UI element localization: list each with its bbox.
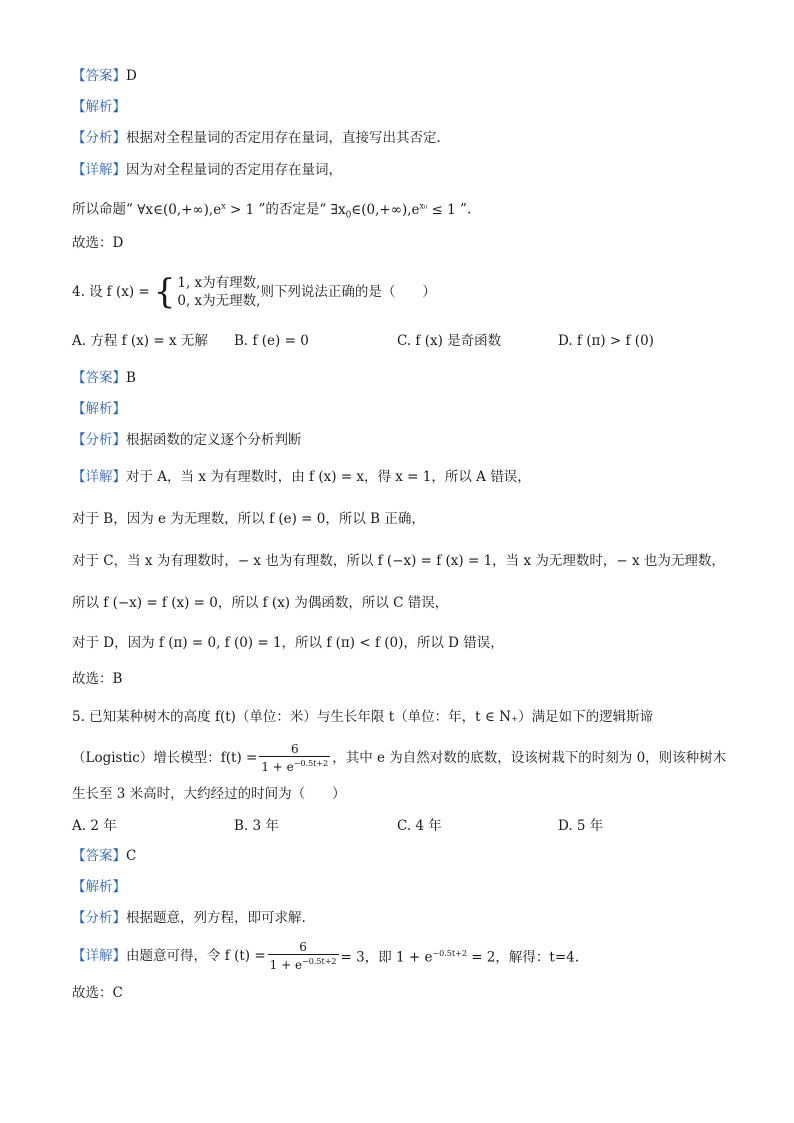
q4-fenxi-line <box>72 430 302 450</box>
q4-detail-b: 对于 B，因为 e 为无理数，所以 f (e) = 0，所以 B 正确， <box>72 511 425 527</box>
q5-stem-line2-tail: ，其中 e 为自然对数的底数，设该树栽下的时刻为 0，则该种树木 <box>332 750 727 766</box>
q5-stem-line3: 生长至 3 米高时，大约经过的时间为（ ） <box>72 786 346 802</box>
detail-tag: 【详解】 <box>72 948 126 964</box>
q3-answer-line <box>72 66 137 86</box>
q4-option-b: B. f (e) = 0 <box>234 333 309 349</box>
q4-option-c: C. f (x) 是奇函数 <box>397 333 502 349</box>
statement-exists: $\exists x_0\in(0,+\infty),e^{x_0} \le 1$ <box>330 201 456 221</box>
q4-answer-line <box>72 368 136 388</box>
left-brace-icon: { <box>153 272 176 312</box>
q4-option-a: A. 方程 f (x) = x 无解 <box>72 333 208 349</box>
q3-analysis-line <box>72 97 126 117</box>
conclusion-suffix: ”. <box>460 201 472 218</box>
detail-text: 对于 A，当 x 为有理数时，由 f (x) = x，得 x = 1，所以 A 错误， <box>126 469 531 485</box>
conclusion-mid: ”的否定是“ <box>258 201 327 218</box>
analysis-tag: 【解析】 <box>72 99 126 115</box>
piecewise-cases <box>154 274 261 310</box>
analysis-tag: 【解析】 <box>72 879 126 895</box>
q5-fenxi-line <box>72 908 306 928</box>
answer-value: D <box>126 68 137 84</box>
q3-choice-line <box>72 233 123 253</box>
detail-text: 因为对全程量词的否定用存在量词， <box>126 162 342 178</box>
fenxi-text: 根据题意，列方程，即可求解. <box>126 910 306 926</box>
q5-answer-line <box>72 846 136 866</box>
detail-fraction: $\frac{6}{1 + e^{-0.5t+2}}$ <box>269 940 337 972</box>
q4-prefix: 4. 设 <box>72 284 103 300</box>
analysis-tag: 【解析】 <box>72 401 126 417</box>
fenxi-text: 根据对全程量词的否定用存在量词，直接写出其否定. <box>126 130 441 146</box>
q5-option-a: A. 2 年 <box>72 818 117 834</box>
case-rational: 1, x为有理数, <box>177 275 261 291</box>
logistic-fraction: $\frac{6}{1 + e^{-0.5t+2}}$ <box>261 742 329 774</box>
detail-tag: 【详解】 <box>72 469 126 485</box>
q4-suffix: 则下列说法正确的是（ ） <box>260 284 436 300</box>
q4-analysis-line <box>72 399 126 419</box>
q4-detail-a <box>72 467 531 487</box>
q5-detail-line <box>72 939 579 973</box>
fenxi-tag: 【分析】 <box>72 910 126 926</box>
q4-fx: f (x) = <box>106 284 150 300</box>
detail-text-b: = 3，即 $1 + e^{-0.5t+2} = 2$，解得：t=4. <box>340 949 580 966</box>
fenxi-tag: 【分析】 <box>72 432 126 448</box>
detail-tag: 【详解】 <box>72 162 126 178</box>
answer-value: C <box>126 848 137 864</box>
q4-choice-line: 故选：B <box>72 671 123 687</box>
q5-option-d: D. 5 年 <box>558 818 604 834</box>
q3-conclusion-line <box>72 196 471 225</box>
answer-value: B <box>126 370 136 386</box>
statement-forall: $\forall x\in(0,+\infty),e^x > 1$ <box>137 201 255 218</box>
fenxi-text: 根据函数的定义逐个分析判断 <box>126 432 302 448</box>
q5-choice-line: 故选：C <box>72 985 123 1001</box>
q5-model-label: （Logistic）增长模型：f(t) = <box>72 750 258 766</box>
detail-text-a: 由题意可得，令 f (t) = <box>126 948 266 964</box>
q3-fenxi-line <box>72 128 441 148</box>
q4-detail-d: 对于 D，因为 f (π) = 0, f (0) = 1，所以 f (π) < f (0)，所以 D 错误， <box>72 635 504 651</box>
q5-option-b: B. 3 年 <box>234 818 279 834</box>
q5-option-c: C. 4 年 <box>397 818 442 834</box>
q5-stem-line2 <box>72 741 726 775</box>
answer-tag: 【答案】 <box>72 68 126 84</box>
choice-text: 故选：D <box>72 235 124 251</box>
case-irrational: 0, x为无理数, <box>177 293 261 309</box>
q5-stem-line1: 5. 已知某种树木的高度 f(t)（单位：米）与生长年限 t（单位：年，t ∈ N₊）满足如下的逻辑斯谛 <box>72 709 654 725</box>
q4-stem <box>72 272 436 312</box>
q5-analysis-line <box>72 877 126 897</box>
q4-detail-c: 对于 C，当 x 为有理数时，− x 也为有理数，所以 f (−x) = f (x) = 1，当 x 为无理数时，− x 也为无理数， <box>72 553 725 569</box>
conclusion-prefix: 所以命题“ <box>72 201 133 218</box>
q3-detail-line <box>72 160 342 180</box>
q4-detail-c2: 所以 f (−x) = f (x) = 0，所以 f (x) 为偶函数，所以 C 错误， <box>72 595 449 611</box>
fenxi-tag: 【分析】 <box>72 130 126 146</box>
q4-option-d: D. f (π) > f (0) <box>558 333 654 349</box>
answer-tag: 【答案】 <box>72 370 126 386</box>
answer-tag: 【答案】 <box>72 848 126 864</box>
